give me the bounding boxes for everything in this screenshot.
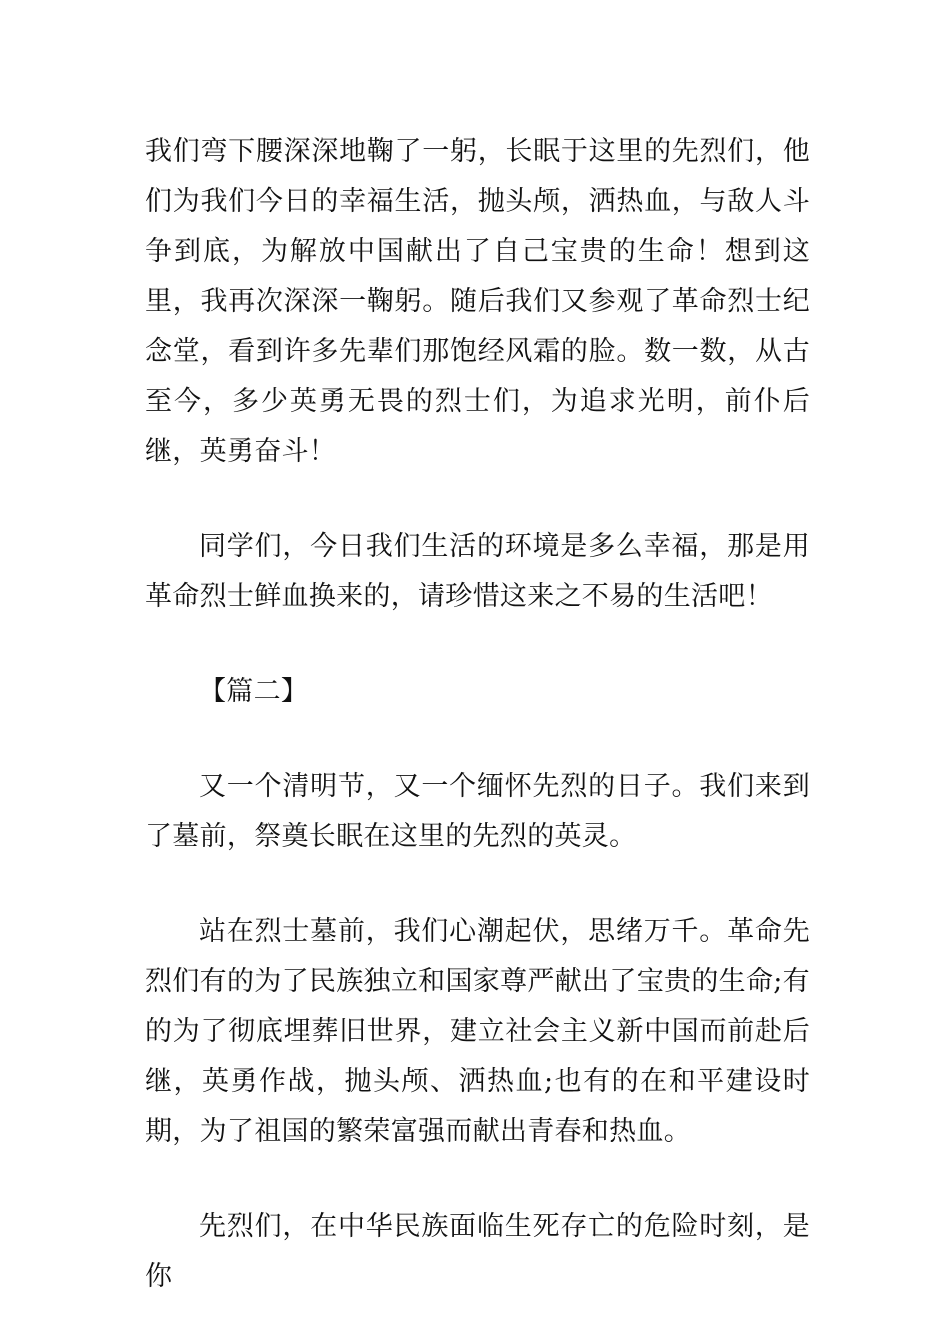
paragraph-2: 同学们，今日我们生活的环境是多么幸福，那是用革命烈士鲜血换来的，请珍惜这来之不易的生活吧！ — [145, 531, 810, 612]
paragraph-spacer — [145, 862, 810, 907]
paragraph-spacer — [145, 717, 810, 762]
paragraph-4: 站在烈士墓前，我们心潮起伏，思绪万千。革命先烈们有的为了民族独立和国家尊严献出了宝贵的生命;有的为了彻底埋葬旧世界，建立社会主义新中国而前赴后继，英勇作战，抛头颅、洒热血;也有的在和平建设时期，为了祖国的繁荣富强而献出青春和热血。 — [145, 916, 810, 1147]
section-heading: 【篇二】 — [199, 676, 309, 707]
paragraph-spacer — [145, 1157, 810, 1202]
document-body — [145, 127, 810, 1302]
paragraph-1: 我们弯下腰深深地鞠了一躬，长眠于这里的先烈们，他们为我们今日的幸福生活，抛头颅，洒热血，与敌人斗争到底，为解放中国献出了自己宝贵的生命！想到这里，我再次深深一鞠躬。随后我们又参观了革命烈士纪念堂，看到许多先辈们那饱经风霜的脸。数一数，从古至今，多少英勇无畏的烈士们，为追求光明，前仆后继，英勇奋斗！ — [145, 136, 810, 467]
paragraph-5: 先烈们，在中华民族面临生死存亡的危险时刻，是你 — [145, 1211, 810, 1292]
paragraph-spacer — [145, 622, 810, 667]
paragraph-spacer — [145, 477, 810, 522]
paragraph-3: 又一个清明节，又一个缅怀先烈的日子。我们来到了墓前，祭奠长眠在这里的先烈的英灵。 — [145, 771, 810, 852]
